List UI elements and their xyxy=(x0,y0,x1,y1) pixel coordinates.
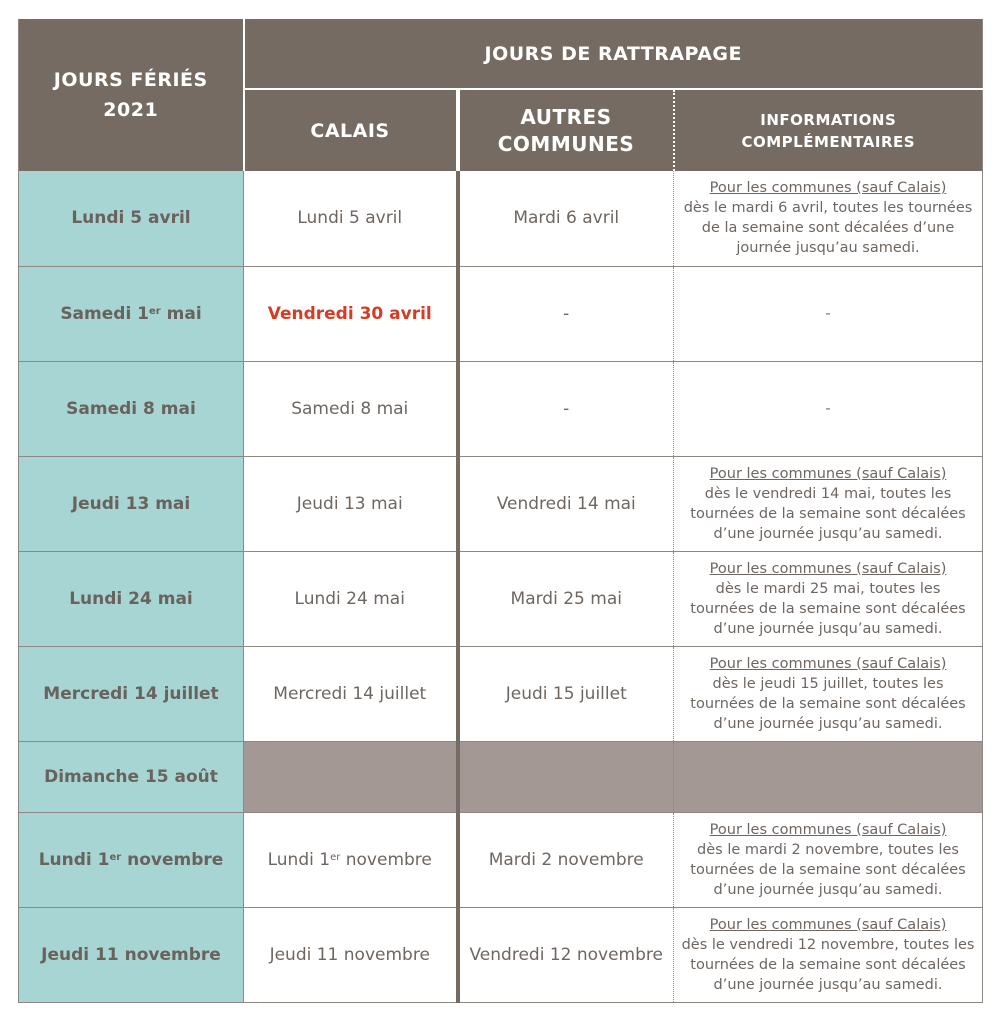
calais-cell-highlight: Vendredi 30 avril xyxy=(244,266,458,361)
calais-cell xyxy=(244,812,458,907)
header-informations xyxy=(674,89,983,171)
calais-cell: Jeudi 13 mai xyxy=(244,456,458,551)
autres-cell: Mardi 6 avril xyxy=(458,171,674,266)
info-line: d’une journée jusqu’au samedi. xyxy=(713,620,943,637)
ferie-cell: Dimanche 15 août xyxy=(19,741,244,812)
table-row xyxy=(19,266,983,361)
ordinal-sup: er xyxy=(330,851,341,863)
info-line: journée jusqu’au samedi. xyxy=(736,240,920,257)
info-line: d’une journée jusqu’au samedi. xyxy=(713,976,943,993)
info-line: tournées de la semaine sont décalées xyxy=(690,861,966,878)
info-line: de la semaine sont décalées d’une xyxy=(701,220,955,237)
info-link[interactable]: Pour les communes (sauf Calais) xyxy=(709,180,947,197)
autres-cell: Vendredi 14 mai xyxy=(458,456,674,551)
calais-text: novembre xyxy=(340,849,432,870)
header-jours-feries xyxy=(19,19,244,171)
ferie-cell: Samedi 8 mai xyxy=(19,361,244,456)
info-link[interactable]: Pour les communes (sauf Calais) xyxy=(709,821,947,838)
info-cell: - xyxy=(674,361,983,456)
info-cell xyxy=(674,171,983,266)
header-row-1 xyxy=(19,19,983,89)
ferie-cell: Lundi 24 mai xyxy=(19,551,244,646)
ferie-text: novembre xyxy=(121,849,224,870)
holiday-schedule xyxy=(18,19,982,1003)
info-line: dès le vendredi 14 mai, toutes les xyxy=(704,485,952,502)
empty-cell xyxy=(458,741,674,812)
empty-cell xyxy=(244,741,458,812)
info-link[interactable]: Pour les communes (sauf Calais) xyxy=(709,916,947,933)
header-info-line1: INFORMATIONS xyxy=(760,110,897,129)
info-link[interactable]: Pour les communes (sauf Calais) xyxy=(709,465,947,482)
info-line: dès le vendredi 12 novembre, toutes les xyxy=(681,936,975,953)
info-cell xyxy=(674,907,983,1002)
info-line: tournées de la semaine sont décalées xyxy=(690,956,966,973)
autres-cell: - xyxy=(458,361,674,456)
header-info-line2: COMPLÉMENTAIRES xyxy=(741,132,916,151)
info-line: dès le mardi 25 mai, toutes les xyxy=(715,580,941,597)
header-autres-line2: COMMUNES xyxy=(497,131,635,156)
info-line: d’une journée jusqu’au samedi. xyxy=(713,715,943,732)
calais-cell: Mercredi 14 juillet xyxy=(244,646,458,741)
ferie-text: Samedi 1 xyxy=(60,303,150,324)
info-line: tournées de la semaine sont décalées xyxy=(690,695,966,712)
ferie-text: mai xyxy=(160,303,202,324)
info-line: d’une journée jusqu’au samedi. xyxy=(713,525,943,542)
info-cell xyxy=(674,456,983,551)
calais-cell: Samedi 8 mai xyxy=(244,361,458,456)
header-jours-feries-line1: JOURS FÉRIÉS xyxy=(53,69,208,91)
header-autres-communes xyxy=(458,89,674,171)
ferie-cell: Jeudi 13 mai xyxy=(19,456,244,551)
calais-cell: Lundi 5 avril xyxy=(244,171,458,266)
ferie-cell: Mercredi 14 juillet xyxy=(19,646,244,741)
table-row xyxy=(19,907,983,1002)
autres-cell: Vendredi 12 novembre xyxy=(458,907,674,1002)
info-cell xyxy=(674,551,983,646)
calais-cell: Lundi 24 mai xyxy=(244,551,458,646)
header-calais: CALAIS xyxy=(244,89,458,171)
table-row-sunday xyxy=(19,741,983,812)
info-line: dès le mardi 2 novembre, toutes les xyxy=(697,841,959,858)
table-row xyxy=(19,646,983,741)
ferie-text: Lundi 1 xyxy=(38,849,110,870)
info-cell xyxy=(674,646,983,741)
table-row xyxy=(19,361,983,456)
autres-cell: Mardi 2 novembre xyxy=(458,812,674,907)
calais-text: Lundi 1 xyxy=(267,849,331,870)
ferie-cell: Lundi 5 avril xyxy=(19,171,244,266)
header-jours-feries-line2: 2021 xyxy=(103,99,159,121)
info-link[interactable]: Pour les communes (sauf Calais) xyxy=(709,655,947,672)
info-link[interactable]: Pour les communes (sauf Calais) xyxy=(709,560,947,577)
autres-cell: Jeudi 15 juillet xyxy=(458,646,674,741)
info-line: tournées de la semaine sont décalées xyxy=(690,505,966,522)
ordinal-sup: er xyxy=(149,305,161,317)
empty-cell xyxy=(674,741,983,812)
info-cell: - xyxy=(674,266,983,361)
calais-cell: Jeudi 11 novembre xyxy=(244,907,458,1002)
info-cell xyxy=(674,812,983,907)
autres-cell: - xyxy=(458,266,674,361)
table-row xyxy=(19,812,983,907)
header-autres-line1: AUTRES xyxy=(520,104,612,129)
info-line: d’une journée jusqu’au samedi. xyxy=(713,881,943,898)
ferie-cell xyxy=(19,266,244,361)
ferie-cell xyxy=(19,812,244,907)
ordinal-sup: er xyxy=(109,851,122,863)
info-line: tournées de la semaine sont décalées xyxy=(690,600,966,617)
table-row xyxy=(19,551,983,646)
table-row xyxy=(19,456,983,551)
table-row xyxy=(19,171,983,266)
info-line: dès le mardi 6 avril, toutes les tournées xyxy=(683,200,973,217)
header-rattrapage: JOURS DE RATTRAPAGE xyxy=(244,19,983,89)
autres-cell: Mardi 25 mai xyxy=(458,551,674,646)
holiday-table xyxy=(18,19,983,1003)
info-line: dès le jeudi 15 juillet, toutes les xyxy=(712,675,944,692)
ferie-cell: Jeudi 11 novembre xyxy=(19,907,244,1002)
